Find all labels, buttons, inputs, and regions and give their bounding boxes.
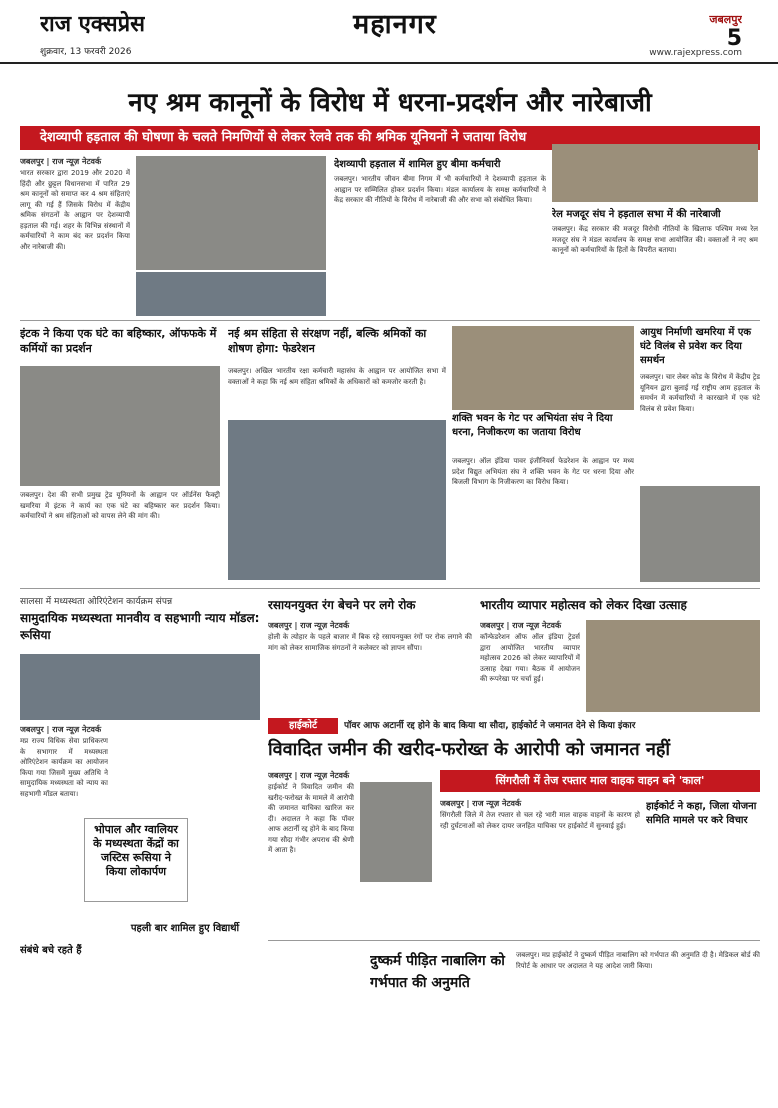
mediation-photo [20,654,260,720]
lead-photo-crowd [136,272,326,316]
minor-body: जबलपुर। मप्र हाईकोर्ट ने दुष्कर्म पीड़ित नाबालिग को गर्भपात की अनुमति दी है। मेडिकल बोर्ड की रिपोर्ट के आधार पर अदालत ने यह आदेश जारी किया। [516,951,760,970]
mediation-byline: जबलपुर | राज न्यूज़ नेटवर्क [20,725,102,734]
railway-body: जबलपुर। केंद्र सरकार की मजदूर विरोधी नीतियों के खिलाफ पश्चिम मध्य रेल मजदूर संघ ने मंडल कार्यालय के समक्ष सभा आयोजित की। वक्ताओं ने नए श्रम कानूनों को कर्मचारियों के हितों के विपरीत बताया। [552,225,758,254]
mediation-kicker: सालसा में मध्यस्थता ओरिएंटेशन कार्यक्रम संपन्न [20,597,173,607]
website-link[interactable]: www.rajexpress.com [649,48,742,58]
shakti-photo [452,326,634,410]
mediation-subhead: पहली बार शामिल हुए विद्यार्थी [130,923,240,934]
lead-byline: जबलपुर | राज न्यूज़ नेटवर्क [20,157,102,166]
hc-label: हाईकोर्ट [268,718,338,734]
dye-headline: रसायनयुक्त रंग बेचने पर लगे रोक [268,598,416,612]
singrauli-sidehead: हाईकोर्ट ने कहा, जिला योजना समिति मामले पर करे विचार [646,801,757,826]
mediation-subhead: संबंधे बचे रहते हैं [20,945,82,956]
hc-body: हाईकोर्ट ने विवादित जमीन की खरीद-फरोख्त के मामले में आरोपी की जमानत याचिका खारिज कर दी। अदालत ने कहा कि पॉवर आफ अटार्नी रद्द होने के बाद किया गया सौदा गंभीर अपराध की श्रेणी में आता है। [268,783,354,854]
insurance-headline: देशव्यापी हड़ताल में शामिल हुए बीमा कर्मचारी [334,159,501,170]
divider [20,588,760,589]
singrauli-headline: सिंगरौली में तेज रफ्तार माल वाहक वाहन बने 'काल' [440,770,760,792]
intuc-photo [20,366,220,486]
hc-byline: जबलपुर | राज न्यूज़ नेटवर्क [268,771,350,780]
insurance-body: जबलपुर। भारतीय जीवन बीमा निगम में भी कर्मचारियों ने देशव्यापी हड़ताल के आह्वान पर सम्मिलित होकर प्रदर्शन किया। मंडल कार्यालय के समक्ष कर्मचारियों ने केंद्र सरकार की नीतियों के विरोध में नारेबाजी की और सभा को संबोधित किया। [334,175,546,204]
brand-logo: राज एक्सप्रेस [40,11,145,37]
shakti-body: जबलपुर। ऑल इंडिया पावर इंजीनियर्स फेडरेशन के आह्वान पर मध्य प्रदेश विद्युत अभियंता संघ ने शक्ति भवन के गेट पर धरना दिया और बिजली विभाग के निजीकरण का विरोध किया। [452,457,634,486]
lead-photo-protest [136,156,326,270]
railway-headline: रेल मजदूर संघ ने हड़ताल सभा में की नारेबाजी [552,209,721,220]
section-title: महानगर [353,9,437,40]
minor-headline: दुष्कर्म पीड़ित नाबालिग को गर्भपात की अनुमति [370,953,505,991]
mediation-headline: सामुदायिक मध्यस्थता मानवीय व सहभागी न्याय मॉडल: रूसिया [20,611,260,642]
federation-photo [228,420,446,580]
federation-headline: नई श्रम संहिता से संरक्षण नहीं, बल्कि श्रमिकों का शोषण होगा: फेडरेशन [228,327,427,355]
hc-building-photo [360,782,432,882]
lead-subhead: देशव्यापी हड़ताल की घोषणा के चलते निमणियों से लेकर रेलवे तक की श्रमिक यूनियनों ने जताया विरोध [20,126,760,150]
railway-photo [552,144,758,202]
divider [268,940,760,941]
lead-body: भारत सरकार द्वारा 2019 और 2020 में हिंदी और छुट्टल विधानसभा में पारित 29 श्रम कानूनों को समाप्त कर 4 श्रम संहिताएं लागू की गई हैं जिसके विरोध में केंद्रीय श्रमिक संगठनों के आह्वान पर देशव्यापी हड़ताल की गई। शहर के विभिन्न संस्थानों में कर्मचारियों ने काम बंद कर प्रदर्शन किया और नारेबाजी की। [20,169,130,251]
hc-headline: विवादित जमीन की खरीद-फरोख्त के आरोपी को जमानत नहीं [268,739,671,760]
trade-headline: भारतीय व्यापार महोत्सव को लेकर दिखा उत्साह [480,598,687,612]
trade-body: कॉन्फेडरेशन ऑफ ऑल इंडिया ट्रेडर्स द्वारा आयोजित भारतीय व्यापार महोत्सव 2026 को लेकर व्यापारियों में उत्साह देखा गया। बैठक में आयोजन की रूपरेखा पर चर्चा हुई। [480,633,580,683]
hc-kicker: पॉवर आफ अटार्नी रद्द होने के बाद किया था सौदा, हाईकोर्ट ने जमानत देने से किया इंकार [344,721,636,731]
dye-body: होली के त्योहार के पहले बाजार में बिक रहे रसायनयुक्त रंगों पर रोक लगाने की मांग को लेकर सामाजिक संगठनों ने कलेक्टर को ज्ञापन सौंपा। [268,633,472,652]
intuc-headline: इंटक ने किया एक घंटे का बहिष्कार, ऑफफके में कर्मियों का प्रदर्शन [20,327,217,355]
singrauli-body: सिंगरौली जिले में तेज रफ्तार से चल रहे भारी माल वाहक वाहनों के कारण हो रही दुर्घटनाओं को लेकर दायर जनहित याचिका पर हाईकोर्ट में सुनवाई हुई। [440,811,640,830]
trade-byline: जबलपुर | राज न्यूज़ नेटवर्क [480,621,562,630]
singrauli-byline: जबलपुर | राज न्यूज़ नेटवर्क [440,799,522,808]
ordnance-headline: आयुध निर्माणी खमरिया में एक घंटे विलंब से प्रवेश कर दिया समर्थन [640,327,752,366]
city-label: जबलपुर [709,13,742,26]
divider [20,320,760,321]
issue-date: शुक्रवार, 13 फरवरी 2026 [40,47,132,57]
federation-body: जबलपुर। अखिल भारतीय रक्षा कर्मचारी महासंघ के आह्वान पर आयोजित सभा में वक्ताओं ने कहा कि नई श्रम संहिता श्रमिकों के अधिकारों को कमजोर करती है। [228,367,446,386]
dye-byline: जबलपुर | राज न्यूज़ नेटवर्क [268,621,350,630]
lead-headline: नए श्रम कानूनों के विरोध में धरना-प्रदर्शन और नारेबाजी [128,88,652,118]
intuc-body: जबलपुर। देश की सभी प्रमुख ट्रेड यूनियनों के आह्वान पर ऑर्डनेंस फैक्ट्री खमरिया में इंटक ने कार्य का एक घंटे का बहिष्कार कर प्रदर्शन किया। कर्मचारियों ने श्रम संहिताओं को वापस लेने की मांग की। [20,491,220,520]
page-number: 5 [726,26,742,51]
shakti-headline: शक्ति भवन के गेट पर अभियंता संघ ने दिया धरना, निजीकरण का जताया विरोध [452,413,613,438]
ordnance-photo [640,486,760,582]
mediation-pullquote: भोपाल और ग्वालियर के मध्यस्थता केंद्रों का जस्टिस रूसिया ने किया लोकार्पण [84,818,188,902]
mediation-body: मप्र राज्य विधिक सेवा प्राधिकरण के सभागार में मध्यस्थता ओरिएंटेशन कार्यक्रम का आयोजन किया गया जिसमें मुख्य अतिथि ने सामुदायिक मध्यस्थता को न्याय का सहभागी मॉडल बताया। [20,737,108,798]
ordnance-body: जबलपुर। चार लेबर कोड के विरोध में केंद्रीय ट्रेड यूनियन द्वारा बुलाई गई राष्ट्रीय आम हड़ताल के समर्थन में कर्मचारियों ने कारखाने में एक घंटे विलंब से प्रवेश किया। [640,373,760,413]
trade-photo [586,620,760,712]
